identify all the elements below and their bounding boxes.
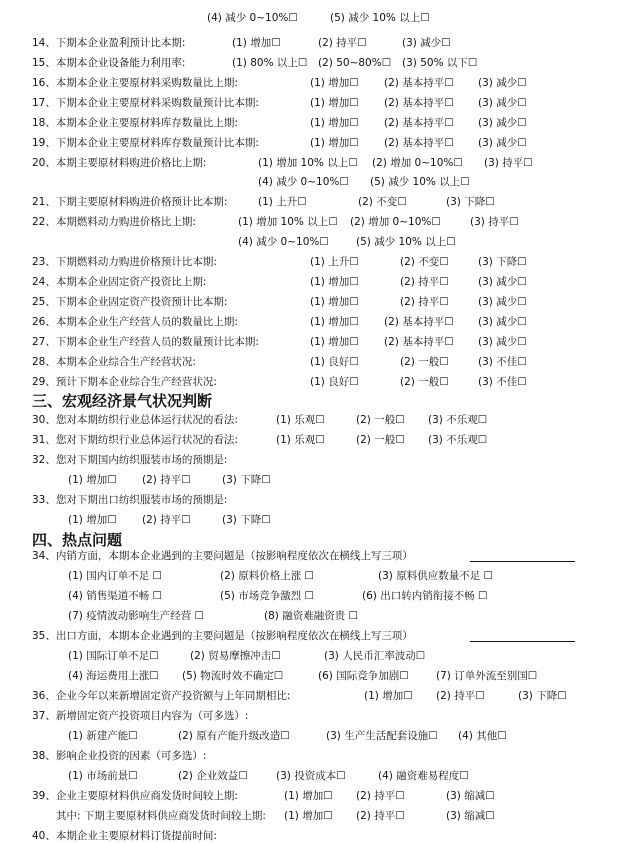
option-checkbox[interactable]: (2) 原有产能升级改造☐ [178,730,290,742]
option-checkbox[interactable]: (4) 减少 0~10%☐ [258,176,349,188]
question-text: 21、下期主要原材料购进价格预计比本期: [32,196,228,208]
option-checkbox[interactable]: (3) 缩减☐ [446,810,495,822]
option-checkbox[interactable]: (3) 减少☐ [478,77,527,89]
option-checkbox[interactable]: (4) 销售渠道不畅 ☐ [68,590,162,602]
option-checkbox[interactable]: (1) 增加☐ [68,474,117,486]
option-checkbox[interactable]: (2) 持平☐ [400,296,449,308]
question-text: 32、您对下期国内纺织服装市场的预期是: [32,454,228,466]
question-text: 22、本期燃料动力购进价格比上期: [32,216,196,228]
question-text: 17、下期本企业主要原材料采购数量预计比本期: [32,97,259,109]
option-checkbox[interactable]: (1) 80% 以上☐ [232,57,308,69]
option-checkbox[interactable]: (1) 增加☐ [284,790,333,802]
option-checkbox[interactable]: (3) 减少☐ [478,137,527,149]
option-checkbox[interactable]: (2) 增加 0~10%☐ [350,216,441,228]
question-text: 26、本期本企业生产经营人员的数量比上期: [32,316,238,328]
option-checkbox[interactable]: (2) 基本持平☐ [384,77,454,89]
option-checkbox[interactable]: (3) 下降☐ [446,196,495,208]
option-checkbox[interactable]: (3) 持平☐ [484,157,533,169]
option-checkbox[interactable]: (3) 原料供应数量不足 ☐ [378,570,493,582]
section-4-heading: 四、热点问题 [32,531,123,549]
option-checkbox[interactable]: (2) 基本持平☐ [384,97,454,109]
option-checkbox[interactable]: (2) 持平☐ [356,790,405,802]
option-checkbox[interactable]: (2) 基本持平☐ [384,336,454,348]
option-checkbox[interactable]: (2) 不变☐ [400,256,449,268]
option-checkbox[interactable]: (1) 增加☐ [310,137,359,149]
option-checkbox[interactable]: (1) 增加☐ [284,810,333,822]
option-checkbox[interactable]: (7) 疫情波动影响生产经营 ☐ [68,610,204,622]
option-checkbox[interactable]: (2) 一般☐ [356,434,405,446]
option-checkbox[interactable]: (2) 一般☐ [400,356,449,368]
option-checkbox[interactable]: (1) 增加☐ [232,37,281,49]
option-checkbox[interactable]: (3) 下降☐ [518,690,567,702]
option-checkbox[interactable]: (3) 下降☐ [222,514,271,526]
question-text: 39、企业主要原材料供应商发货时间较上期: [32,790,238,802]
option-checkbox[interactable]: (1) 增加 10% 以上☐ [238,216,338,228]
option-checkbox[interactable]: (3) 投资成本☐ [276,770,346,782]
option-checkbox[interactable]: (1) 良好☐ [310,376,359,388]
option-checkbox[interactable]: (3) 不乐观☐ [428,434,488,446]
option-checkbox[interactable]: (1) 增加☐ [364,690,413,702]
option-checkbox[interactable]: (2) 持平☐ [436,690,485,702]
option-checkbox[interactable]: (3) 缩减☐ [446,790,495,802]
question-text: 29、预计下期本企业综合生产经营状况: [32,376,217,388]
option-checkbox[interactable]: (1) 良好☐ [310,356,359,368]
option-checkbox[interactable]: (4) 减少 0~10%☐ [207,12,298,24]
option-checkbox[interactable]: (2) 不变☐ [358,196,407,208]
option-checkbox[interactable]: (7) 订单外流至别国☐ [436,670,538,682]
option-checkbox[interactable]: (1) 增加☐ [310,296,359,308]
option-checkbox[interactable]: (2) 持平☐ [142,474,191,486]
question-text: 35、出口方面，本期本企业遇到的主要问题是（按影响程度依次在横线上写三项） [32,630,413,642]
option-checkbox[interactable]: (3) 减少☐ [478,336,527,348]
question-text: 34、内销方面，本期本企业遇到的主要问题是（按影响程度依次在横线上写三项） [32,550,413,562]
option-checkbox[interactable]: (1) 上升☐ [258,196,307,208]
option-checkbox[interactable]: (1) 乐观☐ [276,414,325,426]
option-checkbox[interactable]: (6) 出口转内销衔接不畅 ☐ [362,590,488,602]
question-text: 20、本期主要原材料购进价格比上期: [32,157,207,169]
option-checkbox[interactable]: (1) 增加☐ [310,97,359,109]
option-checkbox[interactable]: (3) 减少☐ [478,97,527,109]
question-text: 18、本期本企业主要原材料库存数量比上期: [32,117,238,129]
question-text: 27、下期本企业生产经营人员的数量预计比本期: [32,336,259,348]
question-text: 30、您对本期纺织行业总体运行状况的看法: [32,414,238,426]
option-checkbox[interactable]: (3) 不乐观☐ [428,414,488,426]
option-checkbox[interactable]: (2) 贸易摩擦冲击☐ [190,650,281,662]
option-checkbox[interactable]: (4) 海运费用上涨☐ [68,670,159,682]
option-checkbox[interactable]: (2) 基本持平☐ [384,316,454,328]
option-checkbox[interactable]: (2) 原料价格上涨 ☐ [220,570,314,582]
option-checkbox[interactable]: (5) 减少 10% 以上☐ [356,236,456,248]
option-checkbox[interactable]: (5) 减少 10% 以上☐ [330,12,430,24]
answer-line-34[interactable] [470,561,575,562]
option-checkbox[interactable]: (4) 融资难易程度☐ [378,770,469,782]
option-checkbox[interactable]: (3) 减少☐ [478,117,527,129]
option-checkbox[interactable]: (2) 企业效益☐ [178,770,248,782]
option-checkbox[interactable]: (5) 减少 10% 以上☐ [370,176,470,188]
option-checkbox[interactable]: (3) 减少☐ [478,316,527,328]
option-checkbox[interactable]: (3) 减少☐ [478,276,527,288]
option-checkbox[interactable]: (3) 不佳☐ [478,356,527,368]
option-checkbox[interactable]: (4) 其他☐ [458,730,507,742]
option-checkbox[interactable]: (1) 增加☐ [68,514,117,526]
option-checkbox[interactable]: (3) 减少☐ [478,296,527,308]
question-text: 36、企业今年以来新增固定资产投资额与上年同期相比: [32,690,291,702]
option-checkbox[interactable]: (2) 一般☐ [356,414,405,426]
option-checkbox[interactable]: (3) 持平☐ [470,216,519,228]
option-checkbox[interactable]: (1) 上升☐ [310,256,359,268]
section-3-heading: 三、宏观经济景气状况判断 [32,392,213,410]
option-checkbox[interactable]: (1) 增加 10% 以上☐ [258,157,358,169]
question-text: 14、下期本企业盈利预计比本期: [32,37,186,49]
question-text: 40、本期企业主要原材料订货提前时间: [32,830,217,842]
option-checkbox[interactable]: (1) 增加☐ [310,77,359,89]
option-checkbox[interactable]: (8) 融资难融资贵 ☐ [264,610,358,622]
option-checkbox[interactable]: (2) 基本持平☐ [384,137,454,149]
option-checkbox[interactable]: (1) 增加☐ [310,316,359,328]
answer-line-35[interactable] [470,641,575,642]
option-checkbox[interactable]: (3) 人民币汇率波动☐ [324,650,426,662]
option-checkbox[interactable]: (2) 一般☐ [400,376,449,388]
option-checkbox[interactable]: (1) 新建产能☐ [68,730,138,742]
question-text: 15、本期本企业设备能力利用率: [32,57,186,69]
option-checkbox[interactable]: (4) 减少 0~10%☐ [238,236,329,248]
question-text: 38、影响企业投资的因素（可多选）: [32,750,207,762]
option-checkbox[interactable]: (3) 下降☐ [222,474,271,486]
question-text: 31、您对下期纺织行业总体运行状况的看法: [32,434,238,446]
question-text: 23、下期燃料动力购进价格预计比本期: [32,256,217,268]
option-checkbox[interactable]: (1) 增加☐ [310,276,359,288]
question-text: 16、本期本企业主要原材料采购数量比上期: [32,77,238,89]
option-checkbox[interactable]: (5) 物流时效不确定☐ [182,670,284,682]
option-checkbox[interactable]: (2) 基本持平☐ [384,117,454,129]
option-checkbox[interactable]: (1) 国内订单不足 ☐ [68,570,162,582]
option-checkbox[interactable]: (3) 减少☐ [402,37,451,49]
option-checkbox[interactable]: (1) 增加☐ [310,336,359,348]
option-checkbox[interactable]: (2) 50~80%☐ [318,57,392,69]
option-checkbox[interactable]: (3) 生产生活配套设施☐ [326,730,438,742]
option-checkbox[interactable]: (5) 市场竞争激烈 ☐ [220,590,314,602]
option-checkbox[interactable]: (3) 不佳☐ [478,376,527,388]
option-checkbox[interactable]: (6) 国际竞争加剧☐ [318,670,409,682]
option-checkbox[interactable]: (3) 50% 以下☐ [402,57,478,69]
question-text: 25、下期本企业固定资产投资预计比本期: [32,296,228,308]
option-checkbox[interactable]: (3) 下降☐ [478,256,527,268]
question-text: 37、新增固定资产投资项目内容为（可多选）: [32,710,249,722]
option-checkbox[interactable]: (1) 市场前景☐ [68,770,138,782]
option-checkbox[interactable]: (1) 增加☐ [310,117,359,129]
option-checkbox[interactable]: (2) 持平☐ [142,514,191,526]
option-checkbox[interactable]: (1) 乐观☐ [276,434,325,446]
question-text: 33、您对下期出口纺织服装市场的预期是: [32,494,228,506]
option-checkbox[interactable]: (2) 持平☐ [318,37,367,49]
question-text: 28、本期本企业综合生产经营状况: [32,356,196,368]
option-checkbox[interactable]: (1) 国际订单不足☐ [68,650,159,662]
option-checkbox[interactable]: (2) 增加 0~10%☐ [372,157,463,169]
question-text: 19、下期本企业主要原材料库存数量预计比本期: [32,137,259,149]
option-checkbox[interactable]: (2) 持平☐ [356,810,405,822]
question-text: 24、本期本企业固定资产投资比上期: [32,276,207,288]
option-checkbox[interactable]: (2) 持平☐ [400,276,449,288]
option-checkbox[interactable]: 其中: 下期主要原材料供应商发货时间较上期: [56,810,266,822]
